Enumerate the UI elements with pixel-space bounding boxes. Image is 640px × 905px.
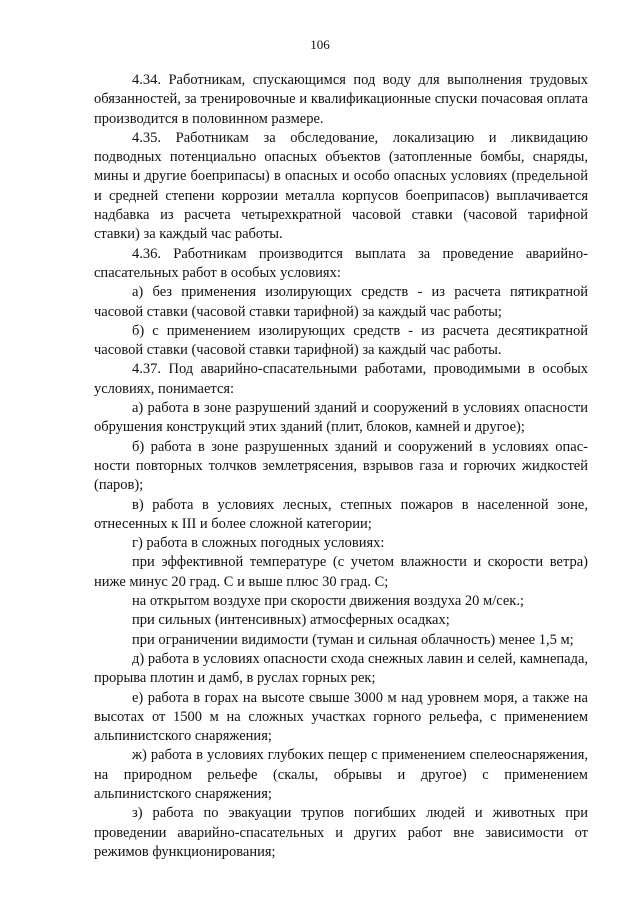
- paragraph-4-37-g-temperature: при эффективной температуре (с учетом влажности и скорости ветра) ниже минус 20 град. С и выше плюс 30 град. С;: [94, 554, 588, 590]
- paragraph-4-37-a: а) работа в зоне разрушений зданий и сооружений в условиях опасности обрушения конструкций этих зданий (плит, блоков, камней и другое);: [94, 400, 588, 436]
- paragraph-4-37-e: е) работа в горах на высоте свыше 3000 м над уровнем моря, а также на высотах от 1500 м на сложных участках горного рельефа, с применением альпинистского снаряжения;: [94, 689, 588, 745]
- paragraph-4-37-g: г) работа в сложных погодных условиях:: [132, 535, 385, 552]
- paragraph-4-37: 4.37. Под аварийно-спасательными работами, проводимыми в особых условиях, понимается:: [94, 361, 588, 397]
- paragraph-4-37-z: з) работа по эвакуации трупов погибших людей и животных при проведении аварийно-спасательных и других работ вне зависимости от режимов функционирования;: [94, 805, 588, 860]
- paragraph-4-37-zh: ж) работа в условиях глубоких пещер с применением спелеоснаряжения, на природном рельефе (скалы, обрывы и другое) с применением альпинистского снаряжения;: [94, 747, 588, 802]
- paragraph-4-37-b: б) работа в зоне разрушенных зданий и сооружений в условиях опасности повторных толчков землетрясения, взрывов газа и горючих жидкостей (паров);: [94, 438, 588, 494]
- paragraph-4-36-b: б) с применением изолирующих средств - из расчета десятикратной часовой ставки (часовой ставки тарифной) за каждый час работы.: [94, 322, 588, 359]
- paragraph-4-37-g-precipitation: при сильных (интенсивных) атмосферных осадках;: [132, 612, 450, 629]
- paragraph-4-37-g-wind: на открытом воздухе при скорости движения воздуха 20 м/сек.;: [132, 593, 524, 610]
- paragraph-4-35: 4.35. Работникам за обследование, локализацию и ликвидацию подводных потенциально опасных объектов (затопленные бомбы, снаряды, мины и другие боеприпасы) в опасных и особо опасных условиях (предельной и средней степени коррозии металла корпусов боеприпасов) выплачивается надбавка из расчета четырехкратной часовой ставки (часовой тарифной ставки) за каждый час работы.: [94, 129, 588, 243]
- paragraph-4-37-d: д) работа в условиях опасности схода снежных лавин и селей, камнепада, прорыва плотин и дамб, в руслах горных рек;: [94, 650, 589, 687]
- document-body: [94, 71, 588, 862]
- paragraph-4-37-g-visibility: при ограничении видимости (туман и сильная облачность) менее 1,5 м;: [132, 631, 574, 648]
- page-number: 106: [310, 37, 330, 52]
- paragraph-4-34: 4.34. Работникам, спускающимся под воду для выполнения трудовых обязанностей, за тренировочные и квалификационные спуски почасовая оплата производится в половинном размере.: [94, 72, 588, 127]
- paragraph-4-37-v: в) работа в условиях лесных, степных пожаров в населенной зоне, отнесенных к III и более сложной категории;: [94, 496, 588, 532]
- paragraph-4-36: 4.36. Работникам производится выплата за проведение аварийно-спасательных работ в особых условиях:: [94, 245, 588, 281]
- paragraph-4-36-a: а) без применения изолирующих средств - из расчета пятикратной часовой ставки (часовой ставки тарифной) за каждый час работы;: [94, 284, 588, 320]
